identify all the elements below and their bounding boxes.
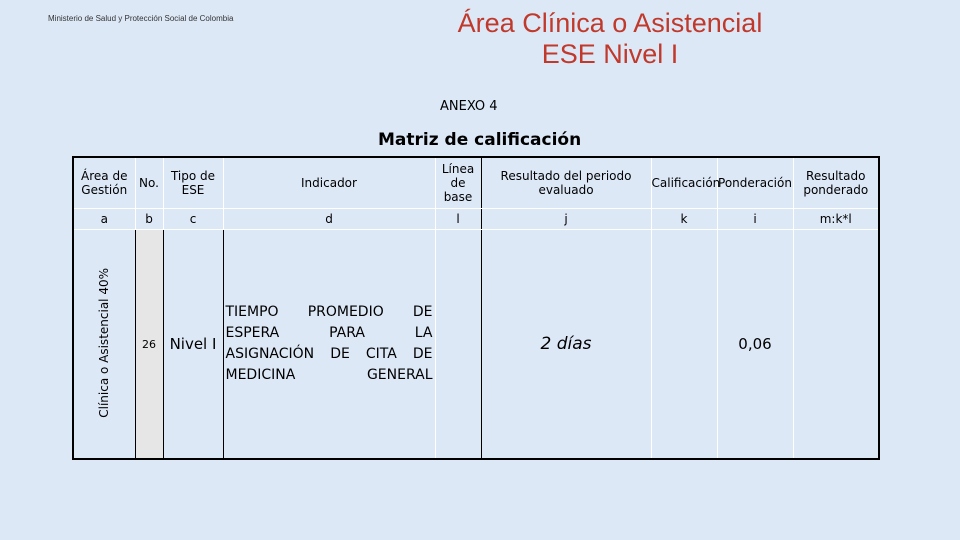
indicator-line-2: ESPERA PARA LA	[225, 325, 433, 341]
letter-ponderado: m:k*l	[793, 209, 879, 230]
area-label: Clínica o Asistencial 40%	[97, 267, 112, 418]
ministry-name: Ministerio de Salud y Protección Social de Colombia	[48, 14, 234, 23]
header-area: Área de Gestión	[73, 157, 135, 209]
header-linea-base: Línea de base	[435, 157, 481, 209]
page-title	[400, 8, 820, 70]
letter-indicador: d	[223, 209, 435, 230]
linea-base-cell	[435, 230, 481, 460]
letter-resultado: j	[481, 209, 651, 230]
resultado-cell: 2 días	[481, 230, 651, 460]
indicator-cell	[223, 230, 435, 460]
annex-label: ANEXO 4	[440, 99, 498, 114]
letter-ponderacion: i	[717, 209, 793, 230]
header-ponderacion: Ponderación	[717, 157, 793, 209]
number-cell: 26	[135, 230, 163, 460]
header-no: No.	[135, 157, 163, 209]
ponderado-cell	[793, 230, 879, 460]
indicator-line-4: MEDICINA GENERAL	[225, 367, 433, 383]
letter-tipo: c	[163, 209, 223, 230]
indicator-line-3: ASIGNACIÓN DE CITA DE	[225, 346, 433, 362]
letter-row	[73, 209, 879, 230]
area-cell	[73, 230, 135, 460]
matrix-title: Matriz de calificación	[378, 130, 582, 150]
header-indicador: Indicador	[223, 157, 435, 209]
title-line-2: ESE Nivel I	[541, 39, 679, 69]
letter-no: b	[135, 209, 163, 230]
header-calificacion: Calificación	[651, 157, 717, 209]
ponderacion-cell: 0,06	[717, 230, 793, 460]
letter-calificacion: k	[651, 209, 717, 230]
header-resultado: Resultado del periodo evaluado	[481, 157, 651, 209]
calificacion-cell	[651, 230, 717, 460]
tipo-cell: Nivel I	[163, 230, 223, 460]
header-ponderado: Resultado ponderado	[793, 157, 879, 209]
letter-area: a	[73, 209, 135, 230]
letter-linea: l	[435, 209, 481, 230]
header-tipo: Tipo de ESE	[163, 157, 223, 209]
rating-matrix-table	[72, 156, 880, 460]
title-line-1: Área Clínica o Asistencial	[457, 8, 763, 38]
data-row	[73, 230, 879, 460]
header-row	[73, 157, 879, 209]
indicator-line-1: TIEMPO PROMEDIO DE	[225, 304, 433, 320]
